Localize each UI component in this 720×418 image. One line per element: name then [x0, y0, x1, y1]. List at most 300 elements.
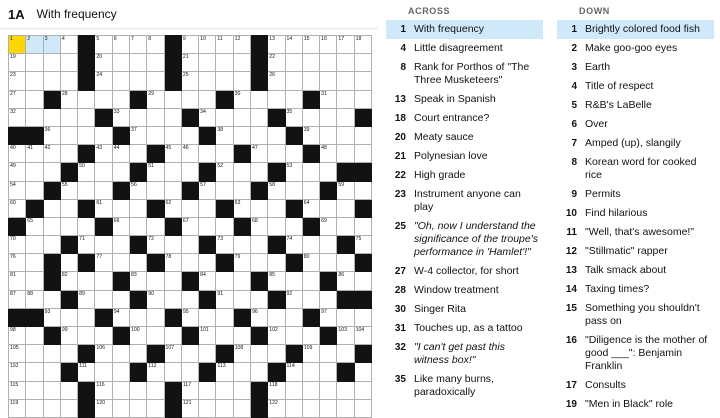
grid-cell[interactable]: [216, 145, 233, 163]
grid-cell[interactable]: [268, 199, 285, 217]
grid-cell[interactable]: [337, 54, 354, 72]
grid-cell[interactable]: [95, 327, 112, 345]
grid-cell[interactable]: [199, 254, 216, 272]
grid-cell[interactable]: [302, 236, 319, 254]
grid-cell[interactable]: [320, 254, 337, 272]
clue-item[interactable]: [557, 395, 714, 414]
grid-cell[interactable]: [43, 381, 60, 399]
grid-cell[interactable]: [320, 345, 337, 363]
grid-cell[interactable]: [199, 54, 216, 72]
grid-cell[interactable]: [112, 217, 129, 235]
grid-cell[interactable]: [78, 290, 95, 308]
grid-cell[interactable]: [302, 381, 319, 399]
grid-cell[interactable]: [95, 145, 112, 163]
grid-cell[interactable]: [233, 90, 250, 108]
grid-cell[interactable]: [181, 236, 198, 254]
grid-cell[interactable]: [60, 181, 77, 199]
clue-item[interactable]: [386, 185, 543, 217]
clue-item[interactable]: [557, 39, 714, 58]
grid-cell[interactable]: [233, 163, 250, 181]
grid-cell[interactable]: [199, 90, 216, 108]
grid-cell[interactable]: [285, 327, 302, 345]
current-clue-bar[interactable]: [0, 0, 378, 29]
grid-cell[interactable]: [181, 308, 198, 326]
grid-cell[interactable]: [233, 54, 250, 72]
grid-cell[interactable]: [199, 308, 216, 326]
grid-cell[interactable]: [285, 145, 302, 163]
grid-cell[interactable]: [43, 236, 60, 254]
grid-cell[interactable]: [129, 217, 146, 235]
grid-cell[interactable]: [337, 145, 354, 163]
grid-cell[interactable]: [354, 217, 371, 235]
grid-cell[interactable]: [320, 108, 337, 126]
grid-cell[interactable]: [26, 345, 43, 363]
grid-cell[interactable]: [43, 199, 60, 217]
grid-cell[interactable]: [9, 381, 26, 399]
grid-cell[interactable]: [337, 108, 354, 126]
grid-cell[interactable]: [43, 163, 60, 181]
grid-cell[interactable]: [26, 54, 43, 72]
grid-cell[interactable]: [268, 399, 285, 417]
grid-cell[interactable]: [216, 272, 233, 290]
grid-cell[interactable]: [78, 181, 95, 199]
grid-cell[interactable]: [147, 90, 164, 108]
grid-cell[interactable]: [147, 236, 164, 254]
grid-cell[interactable]: [216, 126, 233, 144]
grid-cell[interactable]: [112, 254, 129, 272]
grid-cell[interactable]: [199, 327, 216, 345]
grid-cell[interactable]: [26, 399, 43, 417]
grid-cell[interactable]: [233, 236, 250, 254]
crossword-grid[interactable]: [8, 35, 372, 418]
grid-cell[interactable]: [233, 345, 250, 363]
grid-cell[interactable]: [233, 399, 250, 417]
grid-cell[interactable]: [216, 399, 233, 417]
grid-cell[interactable]: [9, 254, 26, 272]
grid-cell[interactable]: [60, 399, 77, 417]
grid-cell[interactable]: [285, 363, 302, 381]
clue-item[interactable]: [386, 300, 543, 319]
grid-cell[interactable]: [95, 236, 112, 254]
grid-cell[interactable]: [112, 308, 129, 326]
grid-cell[interactable]: [285, 381, 302, 399]
grid-cell[interactable]: [181, 254, 198, 272]
clue-item[interactable]: [557, 20, 714, 39]
grid-cell[interactable]: [320, 72, 337, 90]
grid-cell[interactable]: [95, 163, 112, 181]
grid-cell[interactable]: [233, 363, 250, 381]
grid-cell[interactable]: [302, 181, 319, 199]
grid-cell[interactable]: [285, 36, 302, 54]
grid-cell[interactable]: [181, 72, 198, 90]
grid-cell[interactable]: [112, 145, 129, 163]
grid-cell[interactable]: [181, 163, 198, 181]
grid-cell[interactable]: [112, 290, 129, 308]
grid-cell[interactable]: [250, 217, 267, 235]
grid-cell[interactable]: [60, 36, 77, 54]
grid-cell[interactable]: [112, 381, 129, 399]
grid-cell[interactable]: [78, 272, 95, 290]
grid-cell[interactable]: [233, 126, 250, 144]
grid-cell[interactable]: [199, 381, 216, 399]
grid-cell[interactable]: [43, 145, 60, 163]
grid-cell[interactable]: [337, 181, 354, 199]
grid-cell[interactable]: [129, 199, 146, 217]
grid-cell[interactable]: [9, 199, 26, 217]
grid-cell[interactable]: [112, 108, 129, 126]
grid-cell[interactable]: [9, 163, 26, 181]
grid-cell[interactable]: [233, 108, 250, 126]
grid-cell[interactable]: [250, 254, 267, 272]
grid-cell[interactable]: [354, 72, 371, 90]
grid-cell[interactable]: [95, 36, 112, 54]
down-clue-list[interactable]: [557, 20, 714, 414]
grid-cell[interactable]: [147, 181, 164, 199]
grid-cell[interactable]: [95, 399, 112, 417]
grid-cell[interactable]: [216, 381, 233, 399]
grid-cell[interactable]: [147, 217, 164, 235]
clue-item[interactable]: [557, 77, 714, 96]
clue-item[interactable]: [386, 166, 543, 185]
grid-cell[interactable]: [112, 90, 129, 108]
grid-cell[interactable]: [354, 54, 371, 72]
grid-cell[interactable]: [320, 308, 337, 326]
grid-cell[interactable]: [129, 381, 146, 399]
grid-cell[interactable]: [337, 72, 354, 90]
grid-cell[interactable]: [112, 163, 129, 181]
grid-cell[interactable]: [320, 145, 337, 163]
grid-cell[interactable]: [9, 145, 26, 163]
clue-item[interactable]: [386, 128, 543, 147]
clue-item[interactable]: [557, 115, 714, 134]
grid-cell[interactable]: [320, 126, 337, 144]
grid-cell[interactable]: [9, 108, 26, 126]
grid-cell[interactable]: [26, 290, 43, 308]
grid-cell[interactable]: [26, 72, 43, 90]
grid-cell[interactable]: [216, 308, 233, 326]
grid-cell[interactable]: [112, 36, 129, 54]
grid-cell[interactable]: [181, 126, 198, 144]
grid-cell[interactable]: [302, 399, 319, 417]
grid-cell[interactable]: [302, 345, 319, 363]
grid-cell[interactable]: [233, 290, 250, 308]
clue-item[interactable]: [557, 331, 714, 376]
grid-cell[interactable]: [354, 126, 371, 144]
grid-cell[interactable]: [9, 290, 26, 308]
grid-cell[interactable]: [354, 36, 371, 54]
clue-item[interactable]: [386, 262, 543, 281]
grid-cell[interactable]: [95, 381, 112, 399]
grid-cell[interactable]: [43, 217, 60, 235]
grid-cell[interactable]: [233, 199, 250, 217]
grid-cell[interactable]: [78, 363, 95, 381]
grid-cell[interactable]: [78, 217, 95, 235]
clue-item[interactable]: [386, 319, 543, 338]
grid-cell[interactable]: [164, 345, 181, 363]
grid-cell[interactable]: [354, 308, 371, 326]
clue-item[interactable]: [557, 299, 714, 331]
grid-cell[interactable]: [181, 290, 198, 308]
grid-cell[interactable]: [60, 327, 77, 345]
grid-cell[interactable]: [164, 126, 181, 144]
grid-cell[interactable]: [354, 145, 371, 163]
grid-cell[interactable]: [60, 72, 77, 90]
grid-cell[interactable]: [129, 126, 146, 144]
grid-cell[interactable]: [129, 72, 146, 90]
grid-cell[interactable]: [320, 290, 337, 308]
grid-cell[interactable]: [43, 399, 60, 417]
grid-cell[interactable]: [302, 54, 319, 72]
grid-cell[interactable]: [216, 290, 233, 308]
grid-cell[interactable]: [268, 381, 285, 399]
grid-cell[interactable]: [216, 108, 233, 126]
grid-cell[interactable]: [181, 381, 198, 399]
grid-cell[interactable]: [129, 108, 146, 126]
grid-cell[interactable]: [26, 36, 43, 54]
grid-cell[interactable]: [337, 308, 354, 326]
grid-cell[interactable]: [337, 36, 354, 54]
grid-cell[interactable]: [9, 90, 26, 108]
grid-cell[interactable]: [147, 108, 164, 126]
grid-cell[interactable]: [181, 399, 198, 417]
grid-cell[interactable]: [199, 199, 216, 217]
grid-cell[interactable]: [320, 217, 337, 235]
clue-item[interactable]: [557, 185, 714, 204]
grid-cell[interactable]: [26, 145, 43, 163]
grid-cell[interactable]: [285, 217, 302, 235]
clue-item[interactable]: [386, 58, 543, 90]
grid-cell[interactable]: [95, 345, 112, 363]
grid-cell[interactable]: [78, 327, 95, 345]
grid-cell[interactable]: [302, 363, 319, 381]
grid-cell[interactable]: [147, 290, 164, 308]
grid-cell[interactable]: [285, 399, 302, 417]
grid-cell[interactable]: [95, 199, 112, 217]
grid-cell[interactable]: [302, 126, 319, 144]
grid-cell[interactable]: [285, 90, 302, 108]
grid-cell[interactable]: [268, 254, 285, 272]
grid-cell[interactable]: [129, 399, 146, 417]
grid-cell[interactable]: [95, 363, 112, 381]
grid-cell[interactable]: [9, 363, 26, 381]
grid-cell[interactable]: [354, 363, 371, 381]
grid-cell[interactable]: [9, 181, 26, 199]
grid-cell[interactable]: [337, 381, 354, 399]
grid-cell[interactable]: [9, 272, 26, 290]
clue-item[interactable]: [557, 96, 714, 115]
grid-cell[interactable]: [112, 236, 129, 254]
grid-cell[interactable]: [250, 145, 267, 163]
grid-cell[interactable]: [320, 199, 337, 217]
grid-cell[interactable]: [78, 163, 95, 181]
grid-cell[interactable]: [147, 126, 164, 144]
grid-cell[interactable]: [26, 217, 43, 235]
grid-cell[interactable]: [95, 72, 112, 90]
grid-cell[interactable]: [129, 327, 146, 345]
grid-cell[interactable]: [216, 217, 233, 235]
grid-cell[interactable]: [26, 108, 43, 126]
grid-cell[interactable]: [250, 163, 267, 181]
grid-cell[interactable]: [250, 126, 267, 144]
grid-cell[interactable]: [164, 363, 181, 381]
grid-cell[interactable]: [302, 199, 319, 217]
grid-cell[interactable]: [164, 254, 181, 272]
grid-cell[interactable]: [233, 181, 250, 199]
grid-cell[interactable]: [320, 363, 337, 381]
grid-cell[interactable]: [320, 163, 337, 181]
grid-cell[interactable]: [43, 363, 60, 381]
grid-cell[interactable]: [43, 290, 60, 308]
grid-cell[interactable]: [199, 145, 216, 163]
grid-cell[interactable]: [337, 90, 354, 108]
clue-item[interactable]: [386, 109, 543, 128]
grid-cell[interactable]: [216, 236, 233, 254]
clue-item[interactable]: [386, 370, 543, 402]
grid-cell[interactable]: [199, 36, 216, 54]
grid-cell[interactable]: [233, 272, 250, 290]
grid-cell[interactable]: [78, 126, 95, 144]
grid-cell[interactable]: [147, 72, 164, 90]
grid-cell[interactable]: [26, 272, 43, 290]
grid-cell[interactable]: [199, 272, 216, 290]
grid-cell[interactable]: [268, 54, 285, 72]
grid-cell[interactable]: [164, 108, 181, 126]
grid-cell[interactable]: [9, 236, 26, 254]
grid-cell[interactable]: [337, 399, 354, 417]
grid-cell[interactable]: [95, 126, 112, 144]
grid-cell[interactable]: [354, 90, 371, 108]
grid-cell[interactable]: [337, 345, 354, 363]
clue-item[interactable]: [557, 134, 714, 153]
grid-cell[interactable]: [320, 36, 337, 54]
grid-cell[interactable]: [129, 272, 146, 290]
grid-cell[interactable]: [147, 272, 164, 290]
grid-cell[interactable]: [164, 236, 181, 254]
grid-cell[interactable]: [285, 236, 302, 254]
grid-cell[interactable]: [250, 345, 267, 363]
grid-cell[interactable]: [320, 381, 337, 399]
clue-item[interactable]: [557, 242, 714, 261]
grid-cell[interactable]: [60, 90, 77, 108]
grid-cell[interactable]: [285, 72, 302, 90]
grid-cell[interactable]: [233, 381, 250, 399]
grid-cell[interactable]: [60, 254, 77, 272]
grid-cell[interactable]: [285, 108, 302, 126]
grid-cell[interactable]: [354, 399, 371, 417]
grid-cell[interactable]: [78, 236, 95, 254]
grid-cell[interactable]: [9, 327, 26, 345]
grid-cell[interactable]: [199, 181, 216, 199]
grid-cell[interactable]: [60, 272, 77, 290]
grid-cell[interactable]: [112, 54, 129, 72]
grid-cell[interactable]: [199, 108, 216, 126]
grid-cell[interactable]: [26, 363, 43, 381]
grid-cell[interactable]: [60, 381, 77, 399]
grid-cell[interactable]: [250, 199, 267, 217]
grid-cell[interactable]: [164, 145, 181, 163]
grid-cell[interactable]: [43, 36, 60, 54]
grid-cell[interactable]: [43, 54, 60, 72]
grid-cell[interactable]: [216, 54, 233, 72]
grid-cell[interactable]: [147, 308, 164, 326]
grid-cell[interactable]: [285, 163, 302, 181]
grid-cell[interactable]: [216, 163, 233, 181]
grid-cell[interactable]: [268, 181, 285, 199]
grid-cell[interactable]: [95, 290, 112, 308]
grid-cell[interactable]: [43, 72, 60, 90]
grid-cell[interactable]: [285, 54, 302, 72]
grid-cell[interactable]: [354, 327, 371, 345]
grid-cell[interactable]: [250, 90, 267, 108]
clue-item[interactable]: [557, 153, 714, 185]
grid-cell[interactable]: [320, 399, 337, 417]
grid-cell[interactable]: [320, 90, 337, 108]
grid-cell[interactable]: [302, 327, 319, 345]
grid-cell[interactable]: [302, 163, 319, 181]
grid-cell[interactable]: [95, 54, 112, 72]
clue-item[interactable]: [386, 281, 543, 300]
clue-item[interactable]: [386, 338, 543, 370]
grid-cell[interactable]: [9, 54, 26, 72]
grid-cell[interactable]: [112, 72, 129, 90]
grid-cell[interactable]: [337, 217, 354, 235]
grid-cell[interactable]: [26, 90, 43, 108]
grid-cell[interactable]: [78, 308, 95, 326]
grid-cell[interactable]: [129, 36, 146, 54]
grid-cell[interactable]: [250, 290, 267, 308]
grid-cell[interactable]: [164, 163, 181, 181]
grid-cell[interactable]: [60, 345, 77, 363]
grid-cell[interactable]: [26, 327, 43, 345]
grid-cell[interactable]: [285, 181, 302, 199]
grid-cell[interactable]: [95, 272, 112, 290]
grid-cell[interactable]: [233, 254, 250, 272]
grid-cell[interactable]: [199, 345, 216, 363]
grid-cell[interactable]: [268, 345, 285, 363]
grid-cell[interactable]: [26, 236, 43, 254]
grid-cell[interactable]: [354, 381, 371, 399]
grid-cell[interactable]: [26, 163, 43, 181]
clue-item[interactable]: [386, 217, 543, 262]
grid-cell[interactable]: [78, 108, 95, 126]
grid-cell[interactable]: [60, 199, 77, 217]
grid-cell[interactable]: [129, 181, 146, 199]
grid-cell[interactable]: [199, 217, 216, 235]
grid-cell[interactable]: [233, 72, 250, 90]
grid-cell[interactable]: [9, 72, 26, 90]
grid-cell[interactable]: [216, 327, 233, 345]
grid-cell[interactable]: [181, 145, 198, 163]
grid-cell[interactable]: [250, 363, 267, 381]
grid-cell[interactable]: [233, 36, 250, 54]
grid-cell[interactable]: [302, 108, 319, 126]
grid-cell[interactable]: [302, 254, 319, 272]
grid-cell[interactable]: [337, 272, 354, 290]
grid-cell[interactable]: [320, 236, 337, 254]
grid-cell[interactable]: [250, 108, 267, 126]
grid-cell[interactable]: [268, 90, 285, 108]
grid-cell[interactable]: [302, 272, 319, 290]
grid-cell[interactable]: [302, 72, 319, 90]
grid-cell[interactable]: [164, 90, 181, 108]
grid-cell[interactable]: [164, 181, 181, 199]
grid-cell[interactable]: [112, 399, 129, 417]
grid-cell[interactable]: [216, 181, 233, 199]
grid-cell[interactable]: [112, 363, 129, 381]
grid-cell[interactable]: [60, 54, 77, 72]
grid-cell[interactable]: [60, 217, 77, 235]
grid-cell[interactable]: [268, 327, 285, 345]
